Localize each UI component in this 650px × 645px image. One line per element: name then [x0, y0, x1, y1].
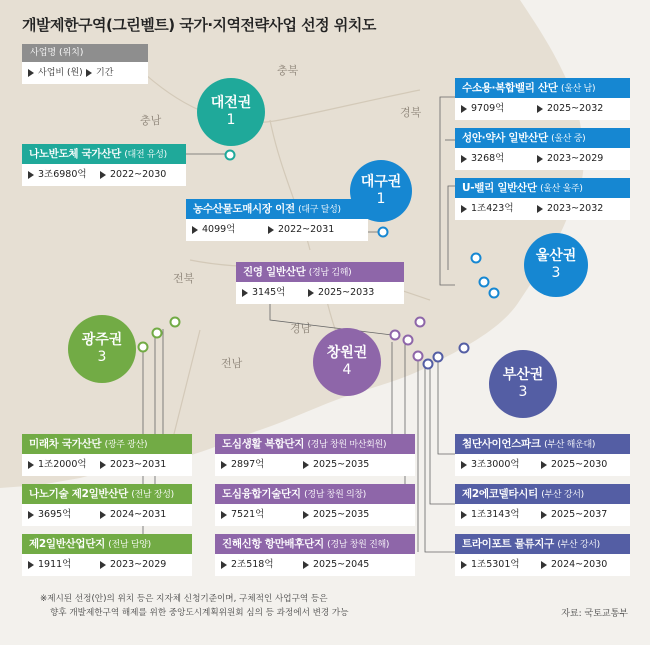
project-card: 나노기술 제2일반산단 (전남 장성) 3695억 2024~2031 — [22, 484, 192, 526]
project-card: 농수산물도매시장 이전 (대구 달성) 4099억 2022~2031 — [186, 199, 368, 241]
region-circle-daejeon: 대전권 1 — [197, 78, 265, 146]
project-card: 제2일반산업단지 (전남 담양) 1911억 2023~2029 — [22, 534, 192, 576]
region-circle-ulsan: 울산권 3 — [524, 233, 588, 297]
project-card: 첨단사이언스파크 (부산 해운대) 3조3000억 2025~2030 — [455, 434, 630, 476]
project-card: 나노반도체 국가산단 (대전 유성) 3조6980억 2022~2030 — [22, 144, 186, 186]
project-card: 진해신항 항만배후단지 (경남 창원 진해) 2조518억 2025~2045 — [215, 534, 415, 576]
project-card: 도심융합기술단지 (경남 창원 의창) 7521억 2025~2035 — [215, 484, 415, 526]
province-label: 경남 — [290, 322, 312, 335]
legend-cost-label: 사업비 (원) — [38, 68, 83, 78]
page-title: 개발제한구역(그린벨트) 국가·지역전략사업 선정 위치도 — [22, 16, 376, 34]
province-label: 충남 — [140, 114, 162, 127]
region-circle-busan: 부산권 3 — [489, 350, 557, 418]
project-card: 도심생활 복합단지 (경남 창원 마산회원) 2897억 2025~2035 — [215, 434, 415, 476]
province-label: 전남 — [221, 357, 243, 370]
region-circle-daegu: 대구권 1 — [350, 160, 412, 222]
source-credit: 자료: 국토교통부 — [561, 609, 628, 619]
project-card: 수소용·복합밸리 산단 (울산 남) 9709억 2025~2032 — [455, 78, 630, 120]
region-circle-changwon: 창원권 4 — [313, 328, 381, 396]
region-circle-gwangju: 광주권 3 — [68, 315, 136, 383]
project-card: U-밸리 일반산단 (울산 울주) 1조423억 2023~2032 — [455, 178, 630, 220]
footnote: ※제시된 선정(안)의 위치 등은 지자체 신청기준이며, 구체적인 사업구역 등은 향후 개발제한구역 해제를 위한 중앙도시계획위원회 심의 등 과정에서 변경 가능 — [40, 594, 349, 618]
legend-name-label: 사업명 (위치) — [22, 44, 148, 62]
project-card: 트라이포트 물류지구 (부산 강서) 1조5301억 2024~2030 — [455, 534, 630, 576]
legend-period-label: 기간 — [96, 68, 114, 78]
project-card: 제2에코델타시티 (부산 강서) 1조3143억 2025~2037 — [455, 484, 630, 526]
project-card: 진영 일반산단 (경남 김해) 3145억 2025~2033 — [236, 262, 404, 304]
province-label: 충북 — [277, 64, 299, 77]
project-card: 성안·약사 일반산단 (울산 중) 3268억 2023~2029 — [455, 128, 630, 170]
province-label: 경북 — [400, 106, 422, 119]
province-label: 전북 — [173, 272, 195, 285]
project-card: 미래차 국가산단 (광주 광산) 1조2000억 2023~2031 — [22, 434, 192, 476]
